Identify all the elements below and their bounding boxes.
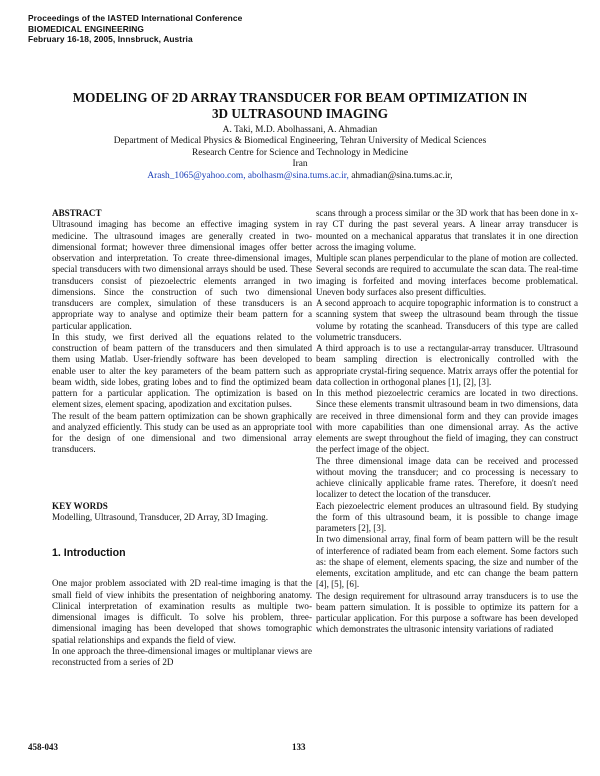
conference-name: Proceedings of the IASTED International Conference [28,13,243,23]
author-emails [40,171,560,182]
right-paragraph-2: Multiple scan planes perpendicular to the plane of motion are collected. Several seconds are required to accumulate the scan data. The real-time imaging is forfeited and moving interfaces become problematical. Uneven body surfaces also present difficulties. [316,253,578,297]
right-paragraph-6: The three dimensional image data can be received and processed without moving the transducer; and co processing is necessary to achieve clinically applicable frame rates. Therefore, it doesn't need localizer to detect the location of the transducer. [316,455,578,500]
right-paragraph-7: Each piezoelectric element produces an ultrasound field. By studying the form of this ultrasound beam, it is possible to change image parameters [2], [3]. [316,500,578,533]
right-paragraph-4: A third approach is to use a rectangular-array transducer. Ultrasound beam sampling direction is electronically controlled with the appropriate crystal-firing sequence. Matrix arrays offer the potential for data collection in orthogonal planes [1], [2], [3]. [316,343,578,387]
email-link-2[interactable]: abolhasm@sina.tums.ac.ir, [247,170,349,181]
email-text-3: ahmadian@sina.tums.ac.ir, [351,170,453,181]
title-line-2: 3D ULTRASOUND IMAGING [211,105,389,121]
paper-code: 458-043 [28,742,58,752]
page-number: 133 [292,742,306,752]
keywords-text: Modelling, Ultrasound, Transducer, 2D Array, 3D Imaging. [52,511,269,522]
right-paragraph-9: The design requirement for ultrasound array transducers is to use the beam pattern simulation. It is possible to optimize its pattern for a particular application. For this purpose a software has been developed which demonstrates the ultrasonic intensity variations of radiated [316,590,578,635]
right-paragraph-3: A second approach to acquire topographic information is to construct a scanning system that sweep the ultrasound beam through the tissue volume by rotating the scanhead. Transducers of this type are called volumetric transducers. [316,298,578,342]
right-column [316,208,578,636]
paper-title [40,90,560,121]
intro-paragraph-2: In one approach the three-dimensional images or multiplanar views are reconstructed from a series of 2D [52,645,312,667]
right-paragraph-8: In two dimensional array, final form of beam pattern will be the result of interference of radiated beam from each element. Some factors such as: the shape of element, elements spacing, the size and number of the elements, excitation amplitude, and etc can change the beam pattern [4], [5], [6]. [316,534,578,590]
affiliation-department: Department of Medical Physics & Biomedical Engineering, Tehran University of Medical Sciences [113,136,487,147]
keywords-heading: KEY WORDS [52,500,108,511]
author-names: A. Taki, M.D. Abolhassani, A. Ahmadian [222,125,378,135]
abstract-paragraph-1: Ultrasound imaging has become an effective imaging system in medicine. The ultrasound images are generally created in two-dimensional format; however three dimensional images offer better observation and interpretation. To create three-dimensional images, special transducers with two dimensional arrays should be used. These transducers consist of piezoelectric elements arranged in two dimensions. Since the construction of such two dimensional transducers are complex, simulation of these transducers is an appropriate way to analyse and optimize their beam pattern for a particular application. [52,219,312,331]
conference-header [28,13,428,45]
affiliation-country: Iran [292,159,308,170]
author-block [40,125,560,182]
abstract-heading: ABSTRACT [52,208,102,218]
right-paragraph-1: scans through a process similar or the 3D work that has been done in x-ray CT during the past several years. A linear array transducer is mounted on a mechanical apparatus that translates it in one direction across the imaging volume. [316,208,578,252]
title-line-1: MODELING OF 2D ARRAY TRANSDUCER FOR BEAM OPTIMIZATION IN [72,90,528,105]
abstract-paragraph-2: In this study, we first derived all the equations related to the construction of beam pattern of the transducers and then simulated them using Matlab. User-friendly software has been developed to enable user to alter the key parameters of the beam pattern such as beam width, side lobes, grating lobes and to find the optimized beam pattern for a particular application. The optimization is based on element sizes, element spacing, apodization and excitation pulses. [52,331,312,410]
left-column [52,208,312,668]
affiliation-centre: Research Centre for Science and Technology in Medicine [191,147,409,158]
email-link-1[interactable]: Arash_1065@yahoo.com, [147,170,246,181]
right-paragraph-5: In this method piezoelectric ceramics are located in two directions. Since these elements transmit ultrasound beam in two dimensions, data are received in three dimensional form and they can provide images with more capabilities than one dimensional array. As the active elements are swept throughout the field of imaging, they can construct the perfect image of the object. [316,388,578,455]
abstract-paragraph-3: The result of the beam pattern optimization can be shown graphically and analyzed efficiently. This study can be used as an appropriate tool for the design of one dimensional and two dimensional array transducers. [52,410,312,455]
intro-paragraph-1: One major problem associated with 2D real-time imaging is that the small field of view inhibits the presentation of neighboring anatomy. Clinical interpretation of examination results as multiple two-dimensional images is difficult. To solve his problem, three-dimensional imaging has been developed that shows tomographic spatial relationships and expands the field of view. [52,578,312,645]
conference-date: February 16-18, 2005, Innsbruck, Austria [28,34,193,45]
conference-track: BIOMEDICAL ENGINEERING [28,23,145,34]
section-heading-introduction: 1. Introduction [52,547,126,559]
